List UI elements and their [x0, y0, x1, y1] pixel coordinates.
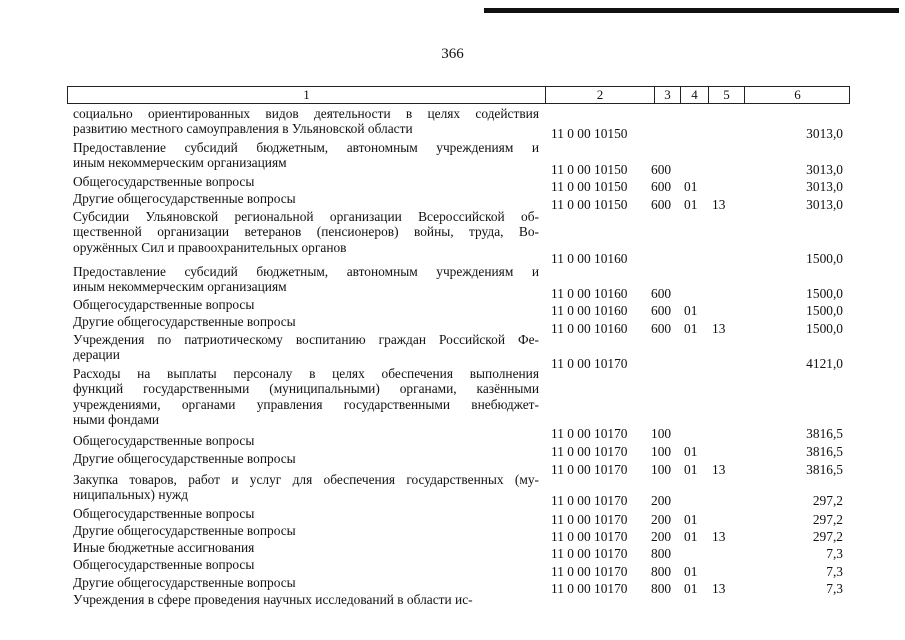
row-description-line: оружённых Сил и правоохранительных органов [73, 239, 347, 255]
row-description-line: развитию местного самоуправления в Ульяновской области [73, 121, 413, 137]
row-rz: 01 [684, 529, 698, 544]
row-code: 11 0 00 10160 [551, 321, 628, 336]
row-code: 11 0 00 10170 [551, 564, 628, 579]
row-amount: 3013,0 [806, 197, 843, 212]
row-code: 11 0 00 10150 [551, 179, 628, 194]
row-description-line: Другие общегосударственные вопросы [73, 575, 296, 590]
row-code: 11 0 00 10160 [551, 286, 628, 301]
row-rz: 01 [684, 444, 698, 459]
header-col-4: 4 [680, 87, 708, 103]
row-vr: 200 [651, 529, 672, 544]
row-description [73, 314, 539, 329]
row-vr: 600 [651, 197, 672, 212]
row-code: 11 0 00 10170 [551, 444, 628, 459]
row-description [73, 106, 539, 137]
row-rz: 01 [684, 581, 698, 596]
row-rz: 01 [684, 462, 698, 477]
row-code: 11 0 00 10160 [551, 303, 628, 318]
row-code: 11 0 00 10150 [551, 162, 628, 177]
row-code: 11 0 00 10150 [551, 197, 628, 212]
row-amount: 297,2 [812, 493, 843, 508]
row-description-line: Другие общегосударственные вопросы [73, 314, 296, 329]
row-description [73, 209, 539, 255]
row-code: 11 0 00 10170 [551, 426, 628, 441]
row-description [73, 191, 539, 206]
row-code: 11 0 00 10170 [551, 493, 628, 508]
row-code: 11 0 00 10170 [551, 529, 628, 544]
row-description [73, 451, 539, 466]
row-description-line: функций государственными (муниципальными) органами, казёнными [73, 381, 539, 397]
row-description-line: Учреждения в сфере проведения научных исследований в области ис- [73, 592, 473, 607]
row-description [73, 506, 539, 521]
row-pr: 13 [712, 529, 726, 544]
row-description-line: Другие общегосударственные вопросы [73, 451, 296, 466]
row-description-line: Предоставление субсидий бюджетным, автономным учреждениям и [73, 140, 539, 155]
row-code: 11 0 00 10170 [551, 546, 628, 561]
row-description-line: Общегосударственные вопросы [73, 506, 255, 521]
row-vr: 100 [651, 426, 672, 441]
row-rz: 01 [684, 564, 698, 579]
row-amount: 3816,5 [806, 462, 843, 477]
row-amount: 1500,0 [806, 303, 843, 318]
row-description-line: щественной организации ветеранов (пенсионеров) войны, труда, Во- [73, 224, 539, 240]
row-amount: 7,3 [826, 564, 843, 579]
row-description-line: Субсидии Ульяновской региональной организации Всероссийской об- [73, 209, 539, 224]
row-amount: 3013,0 [806, 126, 843, 141]
row-description-line: социально ориентированных видов деятельности в целях содействия [73, 106, 539, 121]
row-code: 11 0 00 10150 [551, 126, 628, 141]
row-description-line: иным некоммерческим организациям [73, 279, 287, 295]
row-amount: 3013,0 [806, 162, 843, 177]
row-pr: 13 [712, 462, 726, 477]
table-header-row [67, 86, 850, 104]
row-description-line: дерации [73, 347, 120, 363]
row-rz: 01 [684, 179, 698, 194]
row-rz: 01 [684, 512, 698, 527]
row-pr: 13 [712, 197, 726, 212]
header-col-1: 1 [303, 87, 310, 102]
row-code: 11 0 00 10170 [551, 462, 628, 477]
row-amount: 1500,0 [806, 286, 843, 301]
row-vr: 600 [651, 162, 672, 177]
row-description-line: Закупка товаров, работ и услуг для обеспечения государственных (му- [73, 472, 539, 487]
row-description-line: Предоставление субсидий бюджетным, автономным учреждениям и [73, 264, 539, 279]
row-code: 11 0 00 10170 [551, 581, 628, 596]
row-vr: 600 [651, 179, 672, 194]
row-description [73, 332, 539, 363]
row-description-line: Общегосударственные вопросы [73, 297, 255, 312]
row-description [73, 523, 539, 538]
row-vr: 600 [651, 321, 672, 336]
page-number: 366 [441, 46, 464, 62]
row-description [73, 592, 539, 607]
row-amount: 1500,0 [806, 321, 843, 336]
row-description-line: учреждениями, органами управления государственными внебюджет- [73, 396, 539, 412]
header-col-2: 2 [545, 87, 654, 103]
row-amount: 3816,5 [806, 444, 843, 459]
header-col-3: 3 [654, 87, 680, 103]
row-vr: 200 [651, 493, 672, 508]
row-description-line: иным некоммерческим организациям [73, 155, 287, 171]
row-description [73, 575, 539, 590]
row-description [73, 174, 539, 189]
row-description-line: Учреждения по патриотическому воспитанию граждан Российской Фе- [73, 332, 539, 347]
row-description [73, 557, 539, 572]
row-pr: 13 [712, 321, 726, 336]
row-vr: 600 [651, 286, 672, 301]
row-description [73, 540, 539, 555]
row-description [73, 366, 539, 427]
row-vr: 100 [651, 462, 672, 477]
row-amount: 3816,5 [806, 426, 843, 441]
row-amount: 3013,0 [806, 179, 843, 194]
row-description-line: Другие общегосударственные вопросы [73, 191, 296, 206]
row-description [73, 297, 539, 312]
row-description-line: ными фондами [73, 411, 160, 427]
row-vr: 600 [651, 303, 672, 318]
header-col-5: 5 [708, 87, 744, 103]
row-description [73, 433, 539, 448]
row-vr: 800 [651, 564, 672, 579]
row-description-line: Общегосударственные вопросы [73, 557, 255, 572]
row-amount: 7,3 [826, 581, 843, 596]
row-vr: 800 [651, 546, 672, 561]
row-description-line: Иные бюджетные ассигнования [73, 540, 255, 555]
row-code: 11 0 00 10170 [551, 356, 628, 371]
header-col-6: 6 [744, 87, 850, 103]
row-amount: 297,2 [812, 512, 843, 527]
row-description-line: ниципальных) нужд [73, 487, 189, 503]
row-vr: 200 [651, 512, 672, 527]
row-code: 11 0 00 10160 [551, 251, 628, 266]
row-code: 11 0 00 10170 [551, 512, 628, 527]
row-amount: 7,3 [826, 546, 843, 561]
row-amount: 4121,0 [806, 356, 843, 371]
row-description [73, 472, 539, 503]
row-description [73, 140, 539, 171]
row-rz: 01 [684, 321, 698, 336]
row-description-line: Другие общегосударственные вопросы [73, 523, 296, 538]
row-description-line: Общегосударственные вопросы [73, 174, 255, 189]
scan-edge-bar [484, 8, 899, 13]
row-rz: 01 [684, 303, 698, 318]
row-rz: 01 [684, 197, 698, 212]
row-vr: 800 [651, 581, 672, 596]
row-pr: 13 [712, 581, 726, 596]
row-description [73, 264, 539, 295]
row-vr: 100 [651, 444, 672, 459]
row-description-line: Расходы на выплаты персоналу в целях обеспечения выполнения [73, 366, 539, 381]
row-amount: 1500,0 [806, 251, 843, 266]
row-amount: 297,2 [812, 529, 843, 544]
row-description-line: Общегосударственные вопросы [73, 433, 255, 448]
